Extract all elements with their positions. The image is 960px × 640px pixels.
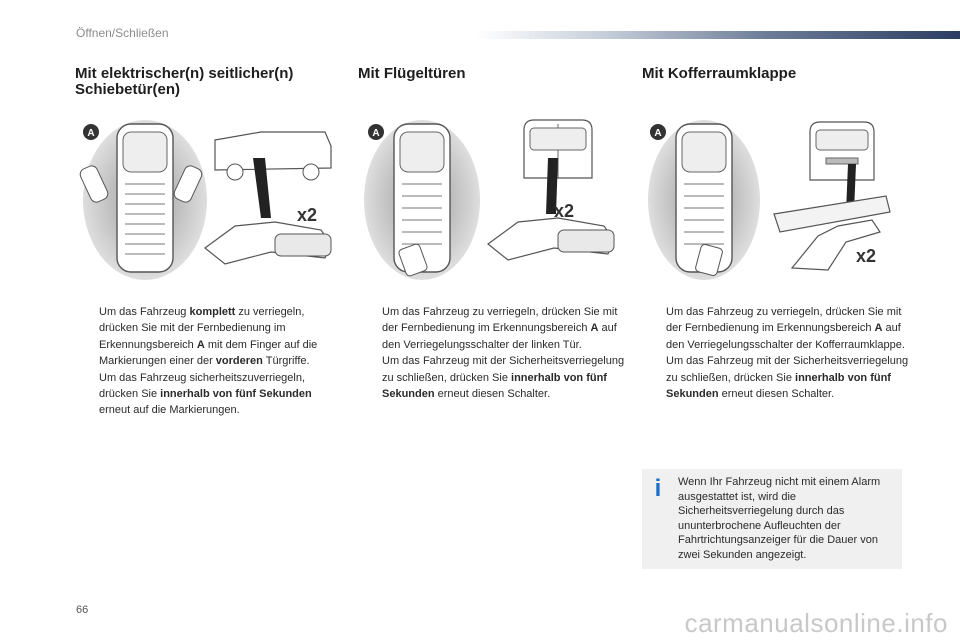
zone-label: A (87, 128, 95, 139)
column-title: Mit elektrischer(n) seitlicher(n) Schiebetür(en) (75, 65, 294, 98)
bullet-item (358, 353, 626, 402)
bullet-text: Um das Fahrzeug zu verriegeln, drücken Sie mit der Fernbedienung im Erkennungsbereich A auf den Verriegelungsschalter der Kofferraumklappe. (666, 306, 905, 351)
bullet-text: Um das Fahrzeug mit der Sicherheitsverriegelung zu schließen, drücken Sie innerhalb von fünf Sekunden erneut diesen Schalter. (382, 355, 625, 401)
column-wing-doors (358, 66, 626, 402)
column-title: Mit Kofferraumklappe (642, 65, 797, 82)
figure-tailgate-svg (642, 118, 910, 280)
bullet-text: Um das Fahrzeug mit der Sicherheitsverriegelung zu schließen, drücken Sie innerhalb von fünf Sekunden erneut diesen Schalter. (666, 355, 909, 401)
bullet-text: Um das Fahrzeug sicherheitszuverriegeln, drücken Sie innerhalb von fünf Sekunden erneut auf die Markierungen. (99, 371, 312, 417)
page-number: 66 (76, 604, 89, 616)
column-tailgate (642, 66, 910, 402)
bullet-text: Um das Fahrzeug zu verriegeln, drücken Sie mit der Fernbedienung im Erkennungsbereich A auf den Verriegelungsschalter der linken Tür. (382, 306, 618, 351)
watermark: carmanualsonline.info (684, 608, 948, 638)
info-box (642, 469, 902, 569)
press-count-label: x2 (856, 246, 877, 266)
bullet-list (75, 304, 343, 419)
bullet-item (642, 304, 910, 353)
bullet-item (75, 370, 343, 419)
figure-sliding-door-svg (75, 118, 343, 280)
press-count-label: x2 (297, 205, 318, 225)
press-count-label: x2 (554, 201, 575, 221)
zone-label: A (654, 128, 662, 139)
bullet-list (642, 304, 910, 402)
bullet-item (358, 304, 626, 353)
bullet-item (642, 353, 910, 402)
info-text: Wenn Ihr Fahrzeug nicht mit einem Alarm ausgestattet ist, wird die Sicherheitsverriegelung durch das ununterbrochene Aufleuchten der Fahrtrichtungsanzeiger für die Dauer von zwei Sekunden angezeigt. (678, 476, 881, 561)
section-title: Öffnen/Schließen (76, 26, 169, 40)
bullet-text: Um das Fahrzeug komplett zu verriegeln, drücken Sie mit der Fernbedienung im Erkennungsbereich A mit dem Finger auf die Markierungen einer der vorderen Türgriffe. (99, 306, 318, 368)
bullet-item (75, 304, 343, 370)
bullet-list (358, 304, 626, 402)
column-title: Mit Flügeltüren (358, 65, 466, 82)
illustration-sliding-door (75, 118, 343, 280)
header-bar (476, 31, 960, 39)
figure-wing-doors-svg (358, 118, 626, 280)
info-icon: i (654, 475, 662, 502)
zone-label: A (372, 128, 380, 139)
illustration-wing-doors (358, 118, 626, 280)
illustration-tailgate (642, 118, 910, 280)
column-sliding-door (75, 66, 343, 419)
